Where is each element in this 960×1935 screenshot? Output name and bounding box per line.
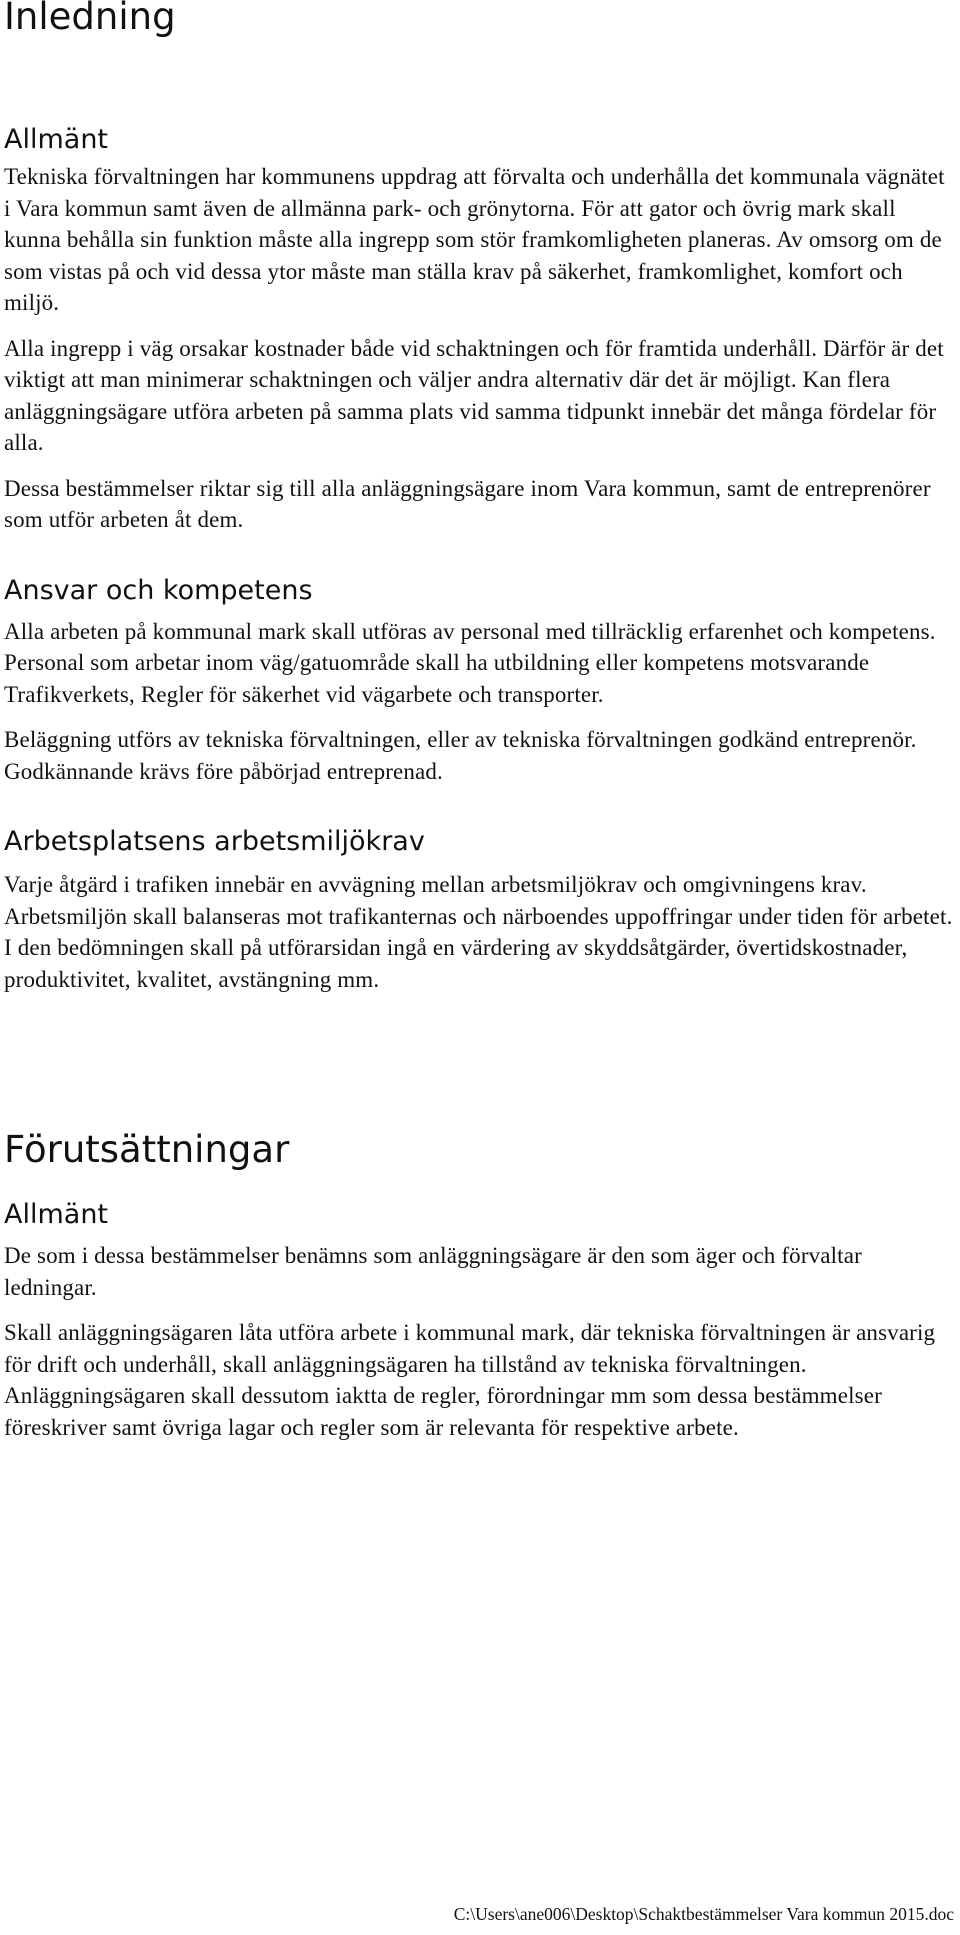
footer-file-path: C:\Users\ane006\Desktop\Schaktbestämmelser Vara kommun 2015.doc: [453, 1904, 954, 1924]
paragraph-arbetsplats-1: Varje åtgärd i trafiken innebär en avvägning mellan arbetsmiljökrav och omgivningens krav. Arbetsmiljön skall balanseras mot trafikanternas och närboendes uppoffringar under tiden för arbetet. I den bedömningen skall på utförarsidan ingå en värdering av skyddsåtgärder, övertidskostnader, produktivitet, kvalitet, avstängning mm.: [4, 872, 953, 992]
heading-ansvar: Ansvar och kompetens: [4, 574, 313, 606]
section-title-inledning: Inledning: [4, 0, 176, 38]
paragraph-ansvar-1: Alla arbeten på kommunal mark skall utföras av personal med tillräcklig erfarenhet och kompetens. Personal som arbetar inom väg/gatuområde skall ha utbildning eller kompetens motsvarande Trafikverkets, Regler för säkerhet vid vägarbete och transporter.: [4, 618, 936, 707]
paragraph-ansvar-2: Beläggning utförs av tekniska förvaltningen, eller av tekniska förvaltningen godkänd entreprenör. Godkännande krävs före påbörjad entreprenad.: [4, 727, 917, 784]
paragraph-forutsattningar-2: Skall anläggningsägaren låta utföra arbete i kommunal mark, där tekniska förvaltningen är ansvarig för drift och underhåll, skall anläggningsägaren ha tillstånd av tekniska förvaltningen. Anläggningsägaren skall dessutom iaktta de regler, förordningar mm som dessa bestämmelser föreskriver samt övriga lagar och regler som är relevanta för respektive arbete.: [4, 1320, 936, 1440]
paragraph-allmant-2: Alla ingrepp i väg orsakar kostnader både vid schaktningen och för framtida underhåll. Därför är det viktigt att man minimerar schaktningen och väljer andra alternativ där det är möjligt. Kan flera anläggningsägare utföra arbeten på samma plats vid samma tidpunkt innebär det många fördelar för alla.: [4, 335, 944, 455]
paragraph-forutsattningar-1: De som i dessa bestämmelser benämns som anläggningsägare är den som äger och förvaltar ledningar.: [4, 1243, 862, 1300]
section-title-forutsattningar: Förutsättningar: [4, 1128, 290, 1171]
heading-allmant-1: Allmänt: [4, 124, 109, 155]
heading-allmant-2: Allmänt: [4, 1199, 109, 1230]
heading-arbetsplats: Arbetsplatsens arbetsmiljökrav: [4, 826, 425, 857]
paragraph-allmant-1: Tekniska förvaltningen har kommunens uppdrag att förvalta och underhålla det kommunala vägnätet i Vara kommun samt även de allmänna park- och grönytorna. För att gator och övrig mark skall kunna behålla sin funktion måste alla ingrepp som stör framkomligheten planeras. Av omsorg om de som vistas på och vid dessa ytor måste man ställa krav på säkerhet, framkomlighet, komfort och miljö.: [4, 164, 945, 315]
document-page: [4, 0, 956, 1443]
paragraph-allmant-3: Dessa bestämmelser riktar sig till alla anläggningsägare inom Vara kommun, samt de entreprenörer som utför arbeten åt dem.: [4, 475, 931, 532]
